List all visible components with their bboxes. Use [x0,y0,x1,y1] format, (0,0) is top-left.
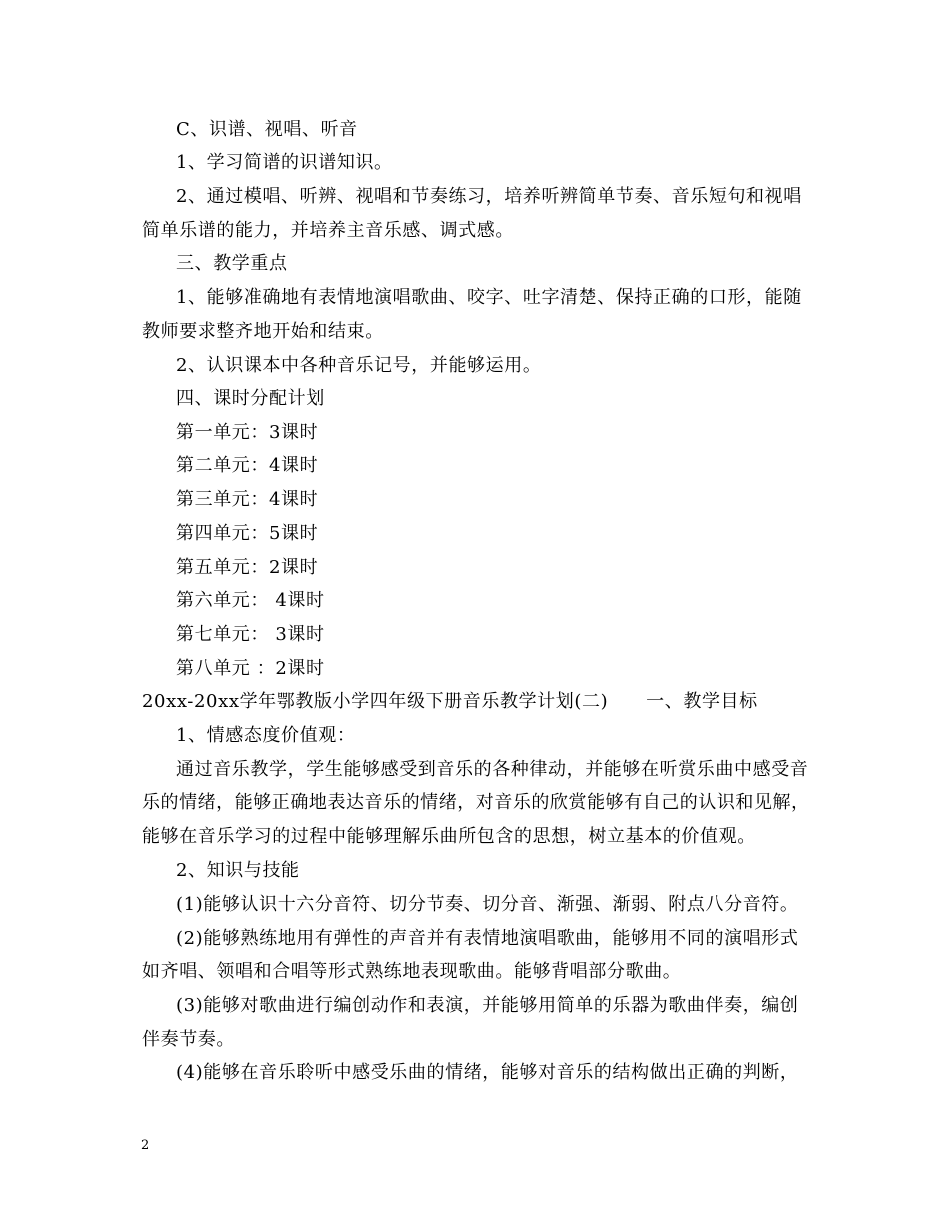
schedule-item: 第四单元：5课时 [176,523,319,544]
section-heading: 四、课时分配计划 [176,388,325,409]
text-line: 能够在音乐学习的过程中能够理解乐曲所包含的思想，树立基本的价值观。 [142,826,756,847]
text-line: 2、通过模唱、听辨、视唱和节奏练习，培养听辨简单节奏、音乐短句和视唱 [176,186,802,207]
text-line: 2、知识与技能 [176,860,300,881]
schedule-item: 第八单元 ：2课时 [176,658,325,679]
text-line: (4)能够在音乐聆听中感受乐曲的情绪，能够对音乐的结构做出正确的判断， [176,1062,799,1083]
schedule-item: 第六单元： 4课时 [176,590,325,611]
text-line: (1)能够认识十六分音符、切分节奏、切分音、渐强、渐弱、附点八分音符。 [176,894,799,915]
text-line: 通过音乐教学，学生能够感受到音乐的各种律动，并能够在听赏乐曲中感受音 [176,759,809,780]
schedule-item: 第二单元：4课时 [176,455,319,476]
text-line: 简单乐谱的能力，并培养主音乐感、调式感。 [142,220,514,241]
schedule-item: 第七单元： 3课时 [176,624,325,645]
plan-title: 20xx-20xx学年鄂教版小学四年级下册音乐教学计划(二) 一、教学目标 [142,691,758,712]
text-line: (3)能够对歌曲进行编创动作和表演，并能够用简单的乐器为歌曲伴奏，编创 [176,995,799,1016]
text-line: 伴奏节奏。 [142,1029,235,1050]
schedule-item: 第一单元：3课时 [176,422,319,443]
text-line: 1、能够准确地有表情地演唱歌曲、咬字、吐字清楚、保持正确的口形，能随 [176,287,802,308]
text-line: 教师要求整齐地开始和结束。 [142,321,384,342]
text-line: 1、学习简谱的识谱知识。 [176,152,393,173]
section-heading: 三、教学重点 [176,253,288,274]
text-line: 2、认识课本中各种音乐记号，并能够运用。 [176,355,542,376]
page-number: 2 [141,1138,150,1153]
text-line: 1、情感态度价值观： [176,725,356,746]
schedule-item: 第五单元：2课时 [176,557,319,578]
text-line: 如齐唱、领唱和合唱等形式熟练地表现歌曲。能够背唱部分歌曲。 [142,961,682,982]
text-line: 乐的情绪，能够正确地表达音乐的情绪，对音乐的欣赏能够有自己的认识和见解， [142,792,810,813]
text-line: C、识谱、视唱、听音 [176,119,358,140]
schedule-item: 第三单元：4课时 [176,489,319,510]
text-line: (2)能够熟练地用有弹性的声音并有表情地演唱歌曲，能够用不同的演唱形式 [176,928,799,949]
